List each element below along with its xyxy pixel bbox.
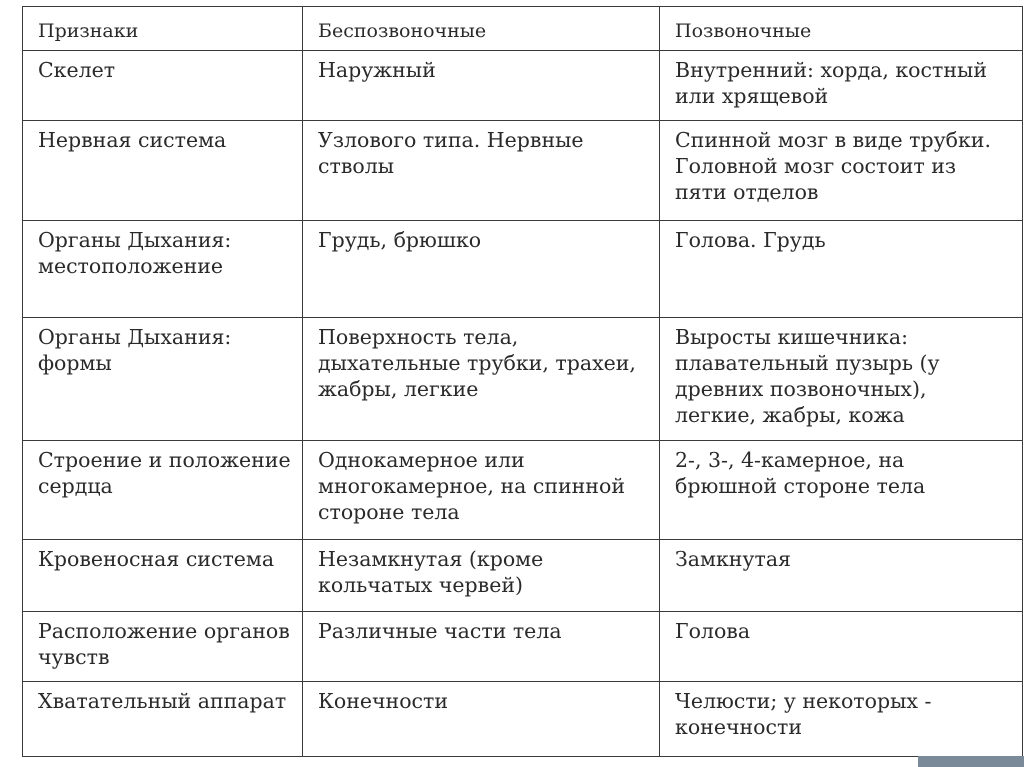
- table-cell-vertebrates: Челюсти; у некоторых - конечности: [660, 682, 1023, 757]
- corner-decoration-bar: [918, 756, 1024, 767]
- table-cell-feature: Органы Дыхания: формы: [23, 318, 303, 441]
- table-cell-vertebrates: 2-, 3-, 4-камерное, на брюшной стороне тела: [660, 441, 1023, 540]
- table-cell-invertebrates: Наружный: [303, 51, 660, 121]
- table-cell-vertebrates: Выросты кишечника: плавательный пузырь (у древних позвоночных), легкие, жабры, кожа: [660, 318, 1023, 441]
- table-cell-vertebrates: Голова: [660, 612, 1023, 682]
- table-cell-vertebrates: Замкнутая: [660, 540, 1023, 612]
- table-row: [23, 612, 1023, 682]
- table-row: [23, 441, 1023, 540]
- table-cell-invertebrates: Конечности: [303, 682, 660, 757]
- table-cell-invertebrates: Узлового типа. Нервные стволы: [303, 121, 660, 221]
- table-cell-feature: Скелет: [23, 51, 303, 121]
- table-cell-feature: Органы Дыхания: местоположение: [23, 221, 303, 318]
- table-cell-feature: Хватательный аппарат: [23, 682, 303, 757]
- table-cell-feature: Расположение органов чувств: [23, 612, 303, 682]
- comparison-table: [22, 6, 1023, 757]
- table-cell-invertebrates: Различные части тела: [303, 612, 660, 682]
- table-cell-vertebrates: Внутренний: хорда, костный или хрящевой: [660, 51, 1023, 121]
- table-cell-invertebrates: Однокамерное или многокамерное, на спинной стороне тела: [303, 441, 660, 540]
- table-row: [23, 318, 1023, 441]
- header-cell-invertebrates: Беспозвоночные: [303, 7, 660, 51]
- table-row: [23, 51, 1023, 121]
- table-cell-feature: Строение и положение сердца: [23, 441, 303, 540]
- table-row: [23, 121, 1023, 221]
- table-row: [23, 221, 1023, 318]
- header-cell-vertebrates: Позвоночные: [660, 7, 1023, 51]
- header-cell-features: Признаки: [23, 7, 303, 51]
- table-header-row: [23, 7, 1023, 51]
- comparison-table-container: [22, 6, 1022, 756]
- table-cell-invertebrates: Незамкнутая (кроме кольчатых червей): [303, 540, 660, 612]
- table-cell-feature: Кровеносная система: [23, 540, 303, 612]
- table-cell-invertebrates: Грудь, брюшко: [303, 221, 660, 318]
- table-cell-feature: Нервная система: [23, 121, 303, 221]
- table-cell-vertebrates: Голова. Грудь: [660, 221, 1023, 318]
- table-cell-vertebrates: Спинной мозг в виде трубки. Головной мозг состоит из пяти отделов: [660, 121, 1023, 221]
- table-row: [23, 540, 1023, 612]
- table-row: [23, 682, 1023, 757]
- table-cell-invertebrates: Поверхность тела, дыхательные трубки, трахеи, жабры, легкие: [303, 318, 660, 441]
